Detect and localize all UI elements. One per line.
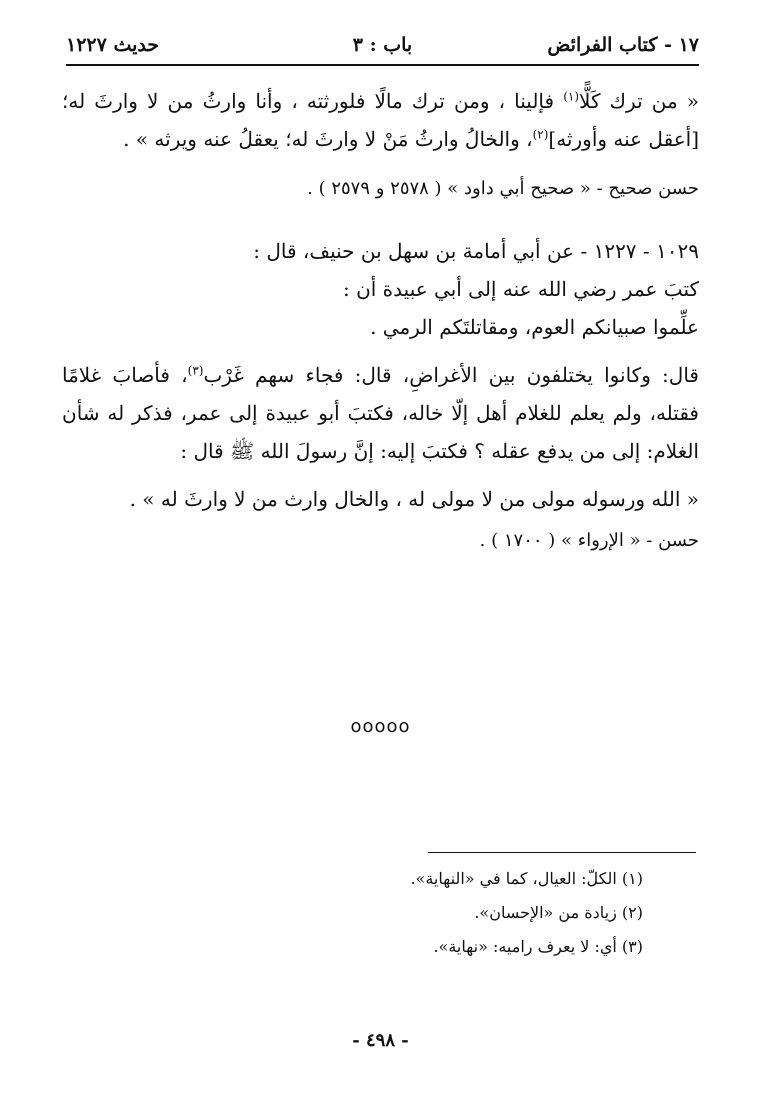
footnote-ref-2[interactable]: (٢) bbox=[532, 127, 549, 142]
narrative-part2: ، فأصابَ غلامًا فقتله، ولم يعلم للغلام أهل إلّا خاله، فكتبَ أبو عبيدة إلى عمر، فذكر له شأن الغلام: إلى من يدفع عقله ؟ فكتبَ إليه: إنَّ رسولَ الله ﷺ قال : bbox=[62, 363, 699, 463]
prev-text-part3: ، والخالُ وارثُ مَنْ لا وارثَ له؛ يعقلُ عنه ويرثه » . bbox=[123, 127, 533, 151]
previous-hadith-grade: حسن صحيح - « صحيح أبي داود » ( ٢٥٧٨ و ٢٥٧٩ ) . bbox=[307, 178, 699, 199]
header-chapter: باب : ٣ bbox=[352, 34, 413, 56]
footnote-1: (١) الكلّ: العيال، كما في «النهاية». bbox=[410, 869, 643, 888]
section-separator: ooooo bbox=[350, 716, 411, 737]
running-header bbox=[66, 30, 699, 66]
previous-hadith-text bbox=[62, 82, 699, 158]
hadith-grade: حسن - « الإرواء » ( ١٧٠٠ ) . bbox=[479, 530, 699, 551]
hadith-intro: ١٠٢٩ - ١٢٢٧ - عن أبي أمامة بن سهل بن حنيف، قال : bbox=[253, 239, 699, 263]
header-hadith-number: حديث ١٢٢٧ bbox=[66, 34, 160, 56]
hadith-narrative bbox=[62, 356, 699, 470]
prev-text-part2: فإلينا ، ومن ترك مالًا فلورثته ، وأنا وارثُ من لا وارثَ له؛ [أعقل عنه وأورثه] bbox=[62, 89, 699, 151]
footnotes bbox=[62, 862, 643, 964]
narrative-part1: قال: وكانوا يختلفون بين الأغراضِ، قال: فجاء سهم غَرْب bbox=[203, 363, 699, 387]
prev-text-part1: « من ترك كَلًّا bbox=[579, 89, 699, 113]
main-text bbox=[62, 82, 699, 584]
footnote-ref-3[interactable]: (٣) bbox=[187, 363, 204, 378]
hadith-line-1: كتبَ عمر رضي الله عنه إلى أبي عبيدة أن : bbox=[342, 277, 699, 301]
hadith-quote: « الله ورسوله مولى من لا مولى له ، والخال وارث من لا وارثَ له » . bbox=[129, 487, 699, 511]
hadith-line-2: علِّموا صبيانكم العوم، ومقاتلتَكم الرمي . bbox=[370, 315, 699, 339]
header-book-title: ١٧ - كتاب الفرائض bbox=[547, 34, 699, 56]
footnote-rule bbox=[428, 852, 696, 853]
page-number: - ٤٩٨ - bbox=[352, 1030, 409, 1051]
footnote-ref-1[interactable]: (١) bbox=[563, 89, 580, 104]
footnote-2: (٢) زيادة من «الإحسان». bbox=[474, 903, 643, 922]
footnote-3: (٣) أي: لا يعرف راميه: «نهاية». bbox=[433, 937, 643, 956]
